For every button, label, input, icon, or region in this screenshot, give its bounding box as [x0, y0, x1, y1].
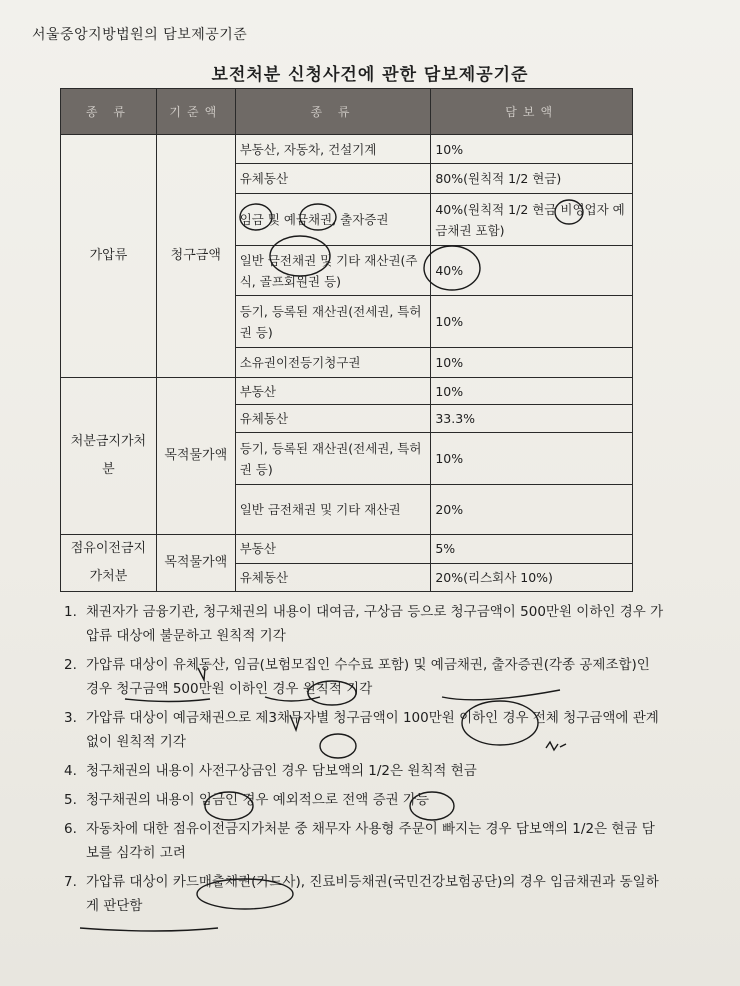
amount-cell: 10% — [431, 348, 633, 378]
object-cell: 일반 금전채권 및 기타 재산권(주식, 골프회원권 등) — [235, 246, 431, 296]
note-text: 청구채권의 내용이 사전구상금인 경우 담보액의 1/2은 원칙적 현금 — [86, 763, 477, 779]
pen-underline — [80, 928, 218, 931]
amount-cell: 20%(리스회사 10%) — [431, 563, 633, 592]
list-item — [64, 788, 664, 812]
table-header-row — [61, 89, 633, 135]
amount-cell: 10% — [431, 135, 633, 164]
amount-cell: 10% — [431, 433, 633, 485]
amount-cell: 10% — [431, 378, 633, 405]
base-cell: 목적물가액 — [156, 535, 235, 592]
object-cell: 유체동산 — [235, 563, 431, 592]
list-item — [64, 600, 664, 648]
note-number: 3. — [64, 710, 77, 726]
note-text: 자동차에 대한 점유이전금지가처분 중 채무자 사용형 주문이 빠지는 경우 담보액의 1/2은 현금 담보를 심각히 고려 — [86, 821, 655, 861]
court-name: 서울중앙지방법원의 담보제공기준 — [32, 27, 248, 43]
object-cell: 유체동산 — [235, 164, 431, 194]
table-row — [61, 378, 633, 405]
object-cell: 임금 및 예금채권, 출자증권 — [235, 194, 431, 246]
note-number: 1. — [64, 604, 77, 620]
list-item — [64, 870, 664, 918]
header-type: 종 류 — [61, 89, 157, 135]
object-cell: 유체동산 — [235, 405, 431, 433]
header-amount: 담보액 — [431, 89, 633, 135]
amount-cell: 33.3% — [431, 405, 633, 433]
note-number: 4. — [64, 763, 77, 779]
notes-list — [64, 600, 664, 923]
base-cell: 목적물가액 — [156, 378, 235, 535]
base-cell: 청구금액 — [156, 135, 235, 378]
note-number: 5. — [64, 792, 77, 808]
object-cell: 소유권이전등기청구권 — [235, 348, 431, 378]
table-row — [61, 135, 633, 164]
object-cell: 등기, 등록된 재산권(전세권, 특허권 등) — [235, 433, 431, 485]
collateral-table — [60, 88, 633, 592]
note-text: 가압류 대상이 카드매출채권(카드사), 진료비등채권(국민건강보험공단)의 경우 임금채권과 동일하게 판단함 — [86, 874, 659, 914]
list-item — [64, 653, 664, 701]
header-object: 종 류 — [235, 89, 431, 135]
header-base: 기준액 — [156, 89, 235, 135]
amount-cell: 80%(원칙적 1/2 현금) — [431, 164, 633, 194]
category-cell: 가압류 — [61, 135, 157, 378]
note-number: 2. — [64, 657, 77, 673]
list-item — [64, 817, 664, 865]
note-number: 7. — [64, 874, 77, 890]
object-cell: 부동산, 자동차, 건설기계 — [235, 135, 431, 164]
amount-cell: 40% — [431, 246, 633, 296]
amount-cell: 20% — [431, 485, 633, 535]
object-cell: 등기, 등록된 재산권(전세권, 특허권 등) — [235, 296, 431, 348]
amount-cell: 10% — [431, 296, 633, 348]
amount-cell: 40%(원칙적 1/2 현금 비영업자 예금채권 포함) — [431, 194, 633, 246]
object-cell: 부동산 — [235, 378, 431, 405]
list-item — [64, 706, 664, 754]
category-cell: 점유이전금지가처분 — [61, 535, 157, 592]
object-cell: 부동산 — [235, 535, 431, 564]
table-row — [61, 535, 633, 564]
note-text: 청구채권의 내용이 임금인 경우 예외적으로 전액 증권 가능 — [86, 792, 430, 808]
page-title: 보전처분 신청사건에 관한 담보제공기준 — [211, 65, 529, 85]
note-number: 6. — [64, 821, 77, 837]
amount-cell: 5% — [431, 535, 633, 564]
note-text: 가압류 대상이 예금채권으로 제3채무자별 청구금액이 100만원 이하인 경우 전체 청구금액에 관계없이 원칙적 기각 — [86, 710, 659, 750]
object-cell: 일반 금전채권 및 기타 재산권 — [235, 485, 431, 535]
category-cell: 처분금지가처분 — [61, 378, 157, 535]
note-text: 채권자가 금융기관, 청구채권의 내용이 대여금, 구상금 등으로 청구금액이 500만원 이하인 경우 가압류 대상에 불문하고 원칙적 기각 — [86, 604, 664, 644]
list-item — [64, 759, 664, 783]
note-text: 가압류 대상이 유체동산, 임금(보험모집인 수수료 포함) 및 예금채권, 출자증권(각종 공제조합)인 경우 청구금액 500만원 이하인 경우 원칙적 기각 — [86, 657, 650, 697]
